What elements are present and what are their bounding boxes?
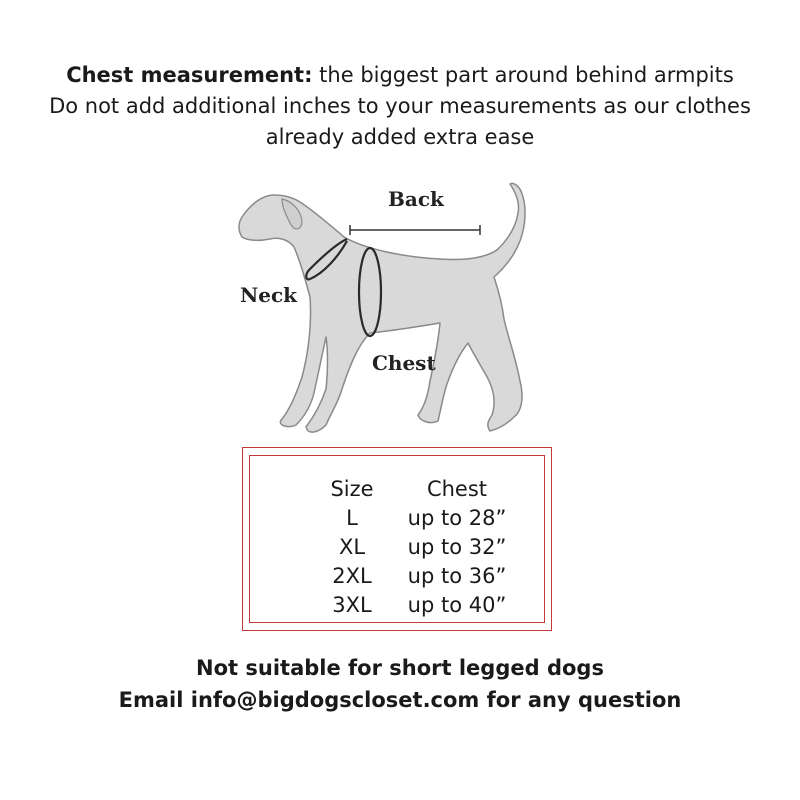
chest-label: Chest bbox=[372, 351, 436, 375]
chest-cell: up to 28” bbox=[407, 506, 507, 530]
chest-cell: up to 36” bbox=[407, 564, 507, 588]
chest-measurement-definition: the biggest part around behind armpits bbox=[312, 63, 734, 87]
size-chart-inner-border bbox=[249, 455, 545, 623]
chest-column-header: Chest bbox=[426, 477, 488, 501]
size-cell: XL bbox=[338, 535, 366, 559]
neck-label: Neck bbox=[240, 283, 298, 307]
footer-text bbox=[0, 652, 800, 716]
size-column-header: Size bbox=[330, 477, 374, 501]
size-chart-table bbox=[312, 475, 522, 620]
intro-line-2: Do not add additional inches to your measurements as our clothes bbox=[49, 94, 751, 118]
size-cell: 3XL bbox=[332, 593, 372, 617]
size-cell: 2XL bbox=[332, 564, 372, 588]
table-row bbox=[312, 504, 522, 533]
size-cell: L bbox=[346, 506, 358, 530]
contact-email-line: Email info@bigdogscloset.com for any question bbox=[118, 688, 682, 712]
chest-cell: up to 32” bbox=[407, 535, 507, 559]
size-chart-box bbox=[242, 447, 552, 631]
dog-illustration bbox=[230, 175, 540, 440]
back-label: Back bbox=[388, 187, 444, 211]
size-chart-header-row bbox=[312, 475, 522, 504]
table-row bbox=[312, 591, 522, 620]
dog-silhouette bbox=[239, 183, 525, 432]
table-row bbox=[312, 562, 522, 591]
intro-line-1 bbox=[0, 60, 800, 91]
table-row bbox=[312, 533, 522, 562]
intro-line-3: already added extra ease bbox=[265, 125, 535, 149]
chest-cell: up to 40” bbox=[407, 593, 507, 617]
dog-measurement-diagram bbox=[230, 175, 540, 440]
intro-text bbox=[0, 60, 800, 153]
chest-measurement-heading: Chest measurement: bbox=[66, 63, 313, 87]
short-legged-warning: Not suitable for short legged dogs bbox=[196, 656, 604, 680]
